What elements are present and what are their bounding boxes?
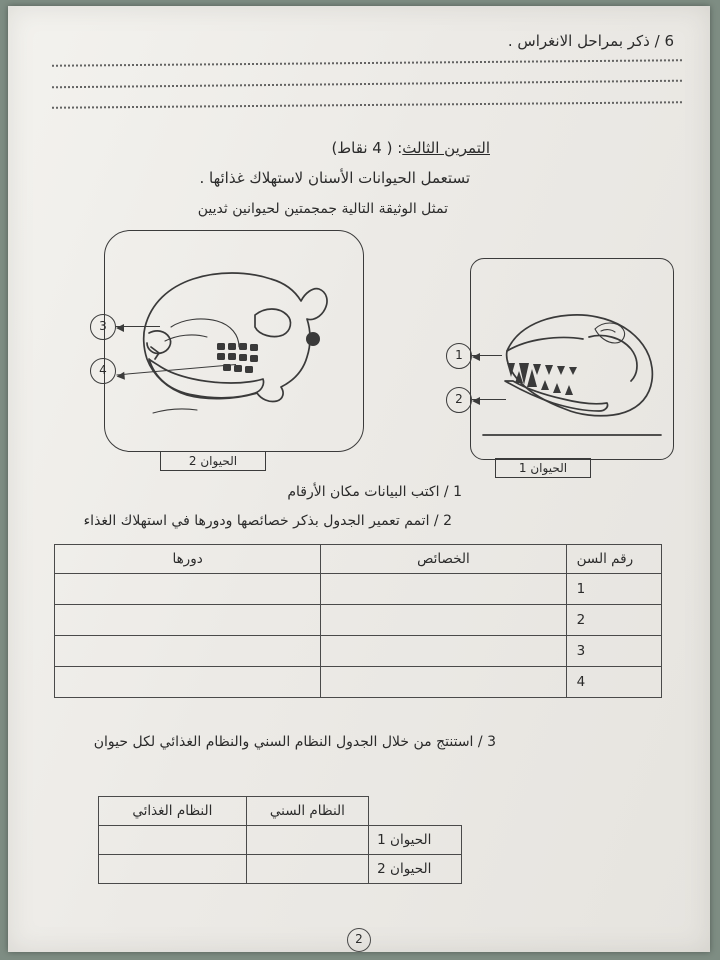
table-header-row [55, 545, 662, 574]
figure-caption-animal-2: الحيوان 2 [160, 451, 266, 471]
table-row [55, 667, 662, 698]
table-row [55, 636, 662, 667]
cell-dental-system[interactable] [246, 855, 368, 884]
skull-figure-animal-2 [104, 230, 364, 452]
skull-drawing-animal-1 [471, 259, 673, 459]
cell-characteristics[interactable] [321, 667, 566, 698]
exercise-intro-line-2: تمثل الوثيقة التالية جمجمتين لحيوانين ثديين [197, 201, 448, 217]
answer-line-2 [52, 80, 682, 91]
exercise-intro-line-1: تستعمل الحيوانات الأسنان لاستهلاك غذائها . [199, 169, 470, 187]
table-header-row [99, 797, 462, 826]
cell-tooth-number: 3 [566, 636, 661, 667]
instruction-3: 3 / استنتج من خلال الجدول النظام السني والنظام الغذائي لكل حيوان [93, 734, 496, 750]
cell-characteristics[interactable] [321, 605, 566, 636]
callout-4: 4 [90, 358, 116, 384]
cell-animal-label: الحيوان 1 [369, 826, 462, 855]
callout-1: 1 [446, 343, 472, 369]
callout-2: 2 [446, 387, 472, 413]
cell-food-system[interactable] [99, 855, 247, 884]
cell-role[interactable] [55, 636, 321, 667]
cell-tooth-number: 4 [566, 667, 661, 698]
teeth-table [54, 544, 662, 698]
exercise-points: : ( 4 نقاط) [331, 139, 403, 157]
header-role: دورها [55, 545, 321, 574]
exam-page [8, 6, 710, 952]
cell-food-system[interactable] [99, 826, 247, 855]
header-tooth-number: رقم السن [566, 545, 661, 574]
instruction-2: 2 / اتمم تعمير الجدول بذكر خصائصها ودورها في استهلاك الغذاء [83, 513, 452, 529]
cell-tooth-number: 1 [566, 574, 661, 605]
leader-line-2 [472, 399, 506, 400]
page-number: 2 [347, 928, 371, 952]
header-characteristics: الخصائص [321, 545, 566, 574]
cell-role[interactable] [55, 605, 321, 636]
header-food-system: النظام الغذائي [99, 797, 247, 826]
skull-drawing-animal-2 [105, 231, 363, 451]
header-animal-corner [369, 797, 462, 826]
answer-line-3 [52, 101, 682, 110]
table-row [99, 826, 462, 855]
figure-caption-animal-1: الحيوان 1 [495, 458, 591, 478]
exercise-title-underlined: التمرين الثالث [402, 139, 490, 157]
cell-characteristics[interactable] [321, 636, 566, 667]
skull-figure-animal-1 [470, 258, 674, 460]
leader-line-3 [116, 326, 160, 327]
cell-characteristics[interactable] [321, 574, 566, 605]
cell-animal-label: الحيوان 2 [369, 855, 462, 884]
diet-table [98, 796, 462, 884]
question-6-text: 6 / ذكر بمراحل الانغراس . [507, 32, 674, 50]
answer-line-1 [52, 59, 682, 68]
instruction-1: 1 / اكتب البيانات مكان الأرقام [287, 484, 462, 500]
table-row [99, 855, 462, 884]
cell-tooth-number: 2 [566, 605, 661, 636]
table-row [55, 605, 662, 636]
callout-3: 3 [90, 314, 116, 340]
cell-dental-system[interactable] [246, 826, 368, 855]
leader-line-1 [472, 355, 502, 356]
cell-role[interactable] [55, 574, 321, 605]
table-row [55, 574, 662, 605]
cell-role[interactable] [55, 667, 321, 698]
exercise-title [331, 139, 490, 157]
header-dental-system: النظام السني [246, 797, 368, 826]
